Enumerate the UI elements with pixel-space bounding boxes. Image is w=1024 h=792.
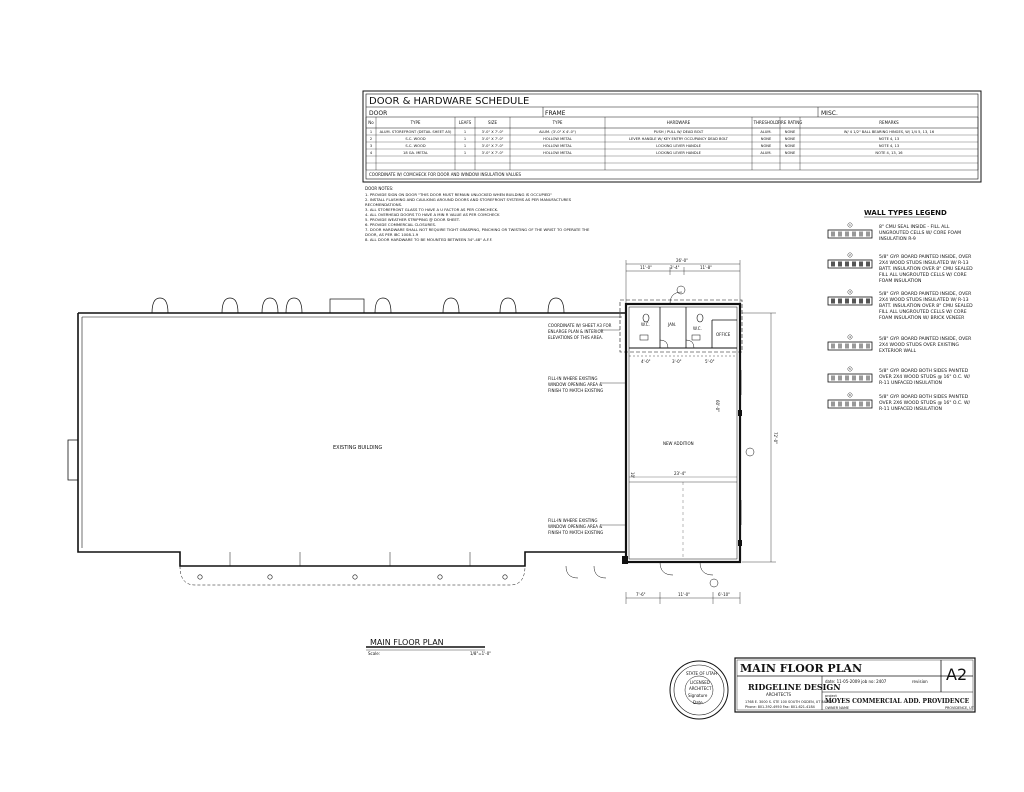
- dim-side-1: 60'-0": [715, 400, 720, 413]
- wall-type-tag-label: 6: [849, 393, 851, 398]
- wall-section-hatch: [838, 402, 842, 407]
- wall-section-hatch: [838, 299, 842, 304]
- schedule-cell: HOLLOW METAL: [543, 151, 572, 155]
- schedule-cell: 3'-0" X 7'-0": [481, 144, 504, 148]
- door-note-line: 3. ALL STOREFRONT GLASS TO HAVE A U FACTOR AS PER COMCHECK.: [365, 207, 499, 212]
- project-city: PROVIDENCE, UT: [945, 706, 974, 710]
- wall-section-hatch: [859, 402, 863, 407]
- schedule-cell: NOTE 4, 13: [878, 144, 900, 148]
- door-note-line: 6. PROVIDE COMMERCIAL CLOSURES.: [365, 222, 437, 227]
- schedule-cell: NONE: [760, 137, 772, 141]
- dim-small-2: 3'-0": [672, 359, 682, 364]
- schedule-cell: W/ 4 1/2" BALL BEARING HINGES, W/ 1/4 5, 13, 16: [843, 130, 935, 134]
- wall-type-tag-label: 3: [849, 290, 851, 295]
- legend-item-line: 5/8" GYP. BOARD PAINTED INSIDE, OVER: [879, 255, 972, 260]
- schedule-cell: 3'-0" X 7'-0": [481, 151, 504, 155]
- schedule-footnote: COORDINATE W/ COMCHECK FOR DOOR AND WINDOW INSULATION VALUES: [369, 172, 522, 177]
- wall-section-hatch: [852, 262, 856, 267]
- dim-right: 72'-0": [773, 432, 778, 445]
- legend-item-line: INSULATION R-9: [879, 237, 916, 242]
- legend-item-line: UNGROUTED CELLS W/ CORE FOAM: [879, 231, 962, 236]
- legend-item-line: 8" CMU SEAL INSIDE - FILL ALL: [879, 225, 950, 230]
- room-label-wc-2: W.C.: [693, 326, 702, 331]
- wall-section-hatch: [831, 402, 835, 407]
- wall-section-hatch: [859, 376, 863, 381]
- wall-section-hatch: [845, 262, 849, 267]
- schedule-cell: 2: [369, 137, 373, 141]
- schedule-cell: 1: [463, 144, 467, 148]
- schedule-cell: 1: [463, 151, 467, 155]
- dim-side-2: 10': [630, 472, 635, 479]
- legend-item-line: OVER 2X6 WOOD STUDS @ 16" O.C. W/: [879, 401, 971, 406]
- schedule-cell: 1: [463, 130, 467, 134]
- note-fill-top-line-2: WINDOW OPENING AREA &: [548, 382, 603, 387]
- schedule-header-cell: LEAFS: [458, 120, 472, 125]
- schedule-cell: HOLLOW METAL: [543, 144, 572, 148]
- schedule-cell: 1: [463, 137, 467, 141]
- dim-small-3: 5'-0": [705, 359, 715, 364]
- schedule-cell: ALUM.: [760, 151, 772, 155]
- note-fill-bottom-line-2: WINDOW OPENING AREA &: [548, 524, 603, 529]
- dim-top-part-1: 11'-0": [640, 265, 653, 270]
- schedule-cell: NONE: [784, 130, 796, 134]
- note-coordinate-line-3: ELEVATIONS OF THIS AREA.: [548, 335, 603, 340]
- wall-section-hatch: [859, 232, 863, 237]
- date-job-label: date: 11-05-2009 job no: 2407: [825, 679, 887, 684]
- note-fill-top-line-1: FILL-IN WHERE EXISTING: [548, 376, 598, 381]
- wall-section-hatch: [852, 376, 856, 381]
- schedule-cell: 18 GA. METAL: [403, 151, 428, 155]
- dim-bottom-1: 7'-6": [636, 592, 646, 597]
- legend-item-line: 2X4 WOOD STUDS INSULATED W/ R-13: [879, 298, 969, 303]
- sheet-number: A2: [946, 665, 968, 684]
- dim-mid: 23'-4": [674, 471, 687, 476]
- existing-building-label: EXISTING BUILDING: [333, 445, 383, 451]
- schedule-cell: S.C. WOOD: [405, 137, 426, 141]
- revision-label: revision: [912, 679, 928, 684]
- note-fill-bottom-line-1: FILL-IN WHERE EXISTING: [548, 518, 598, 523]
- legend-item-line: 5/8" GYP. BOARD PAINTED INSIDE, OVER: [879, 337, 972, 342]
- legend-item-line: FILL ALL UNGROUTED CELLS W/ CORE: [879, 273, 967, 278]
- plan-title-label: MAIN FLOOR PLAN: [370, 638, 444, 647]
- room-label-wc-1: W.C.: [641, 322, 650, 327]
- dim-bottom-3: 6'-10": [718, 592, 731, 597]
- legend-item-line: FOAM INSULATION W/ BRICK VENEER: [879, 316, 965, 321]
- plan-scale-value: 1/8"=1'-0": [470, 651, 492, 656]
- wall-section-hatch: [859, 299, 863, 304]
- door-note-line: DOOR, AS PER IBC 1008.1.9: [365, 232, 419, 237]
- legend-item-line: BATT. INSULATION OVER 8" CMU SEALED: [879, 304, 973, 309]
- wall-type-tag-label: 1: [849, 223, 851, 228]
- legend-item-line: 5/8" GYP. BOARD PAINTED INSIDE, OVER: [879, 292, 972, 297]
- door-note-line: 5. PROVIDE WEATHER STRIPPING @ DOOR SHEET.: [365, 217, 460, 222]
- legend-item-line: EXTERIOR WALL: [879, 349, 917, 354]
- dim-bottom-2: 11'-0": [678, 592, 691, 597]
- schedule-cell: NOTE 4, 13: [878, 137, 900, 141]
- schedule-cell: NONE: [784, 144, 796, 148]
- schedule-header-cell: No: [368, 120, 374, 125]
- schedule-cell: 1: [369, 130, 373, 134]
- wall-section-hatch: [852, 232, 856, 237]
- schedule-section-misc: MISC.: [821, 110, 838, 117]
- wall-section-hatch: [866, 402, 870, 407]
- door-notes-heading: DOOR NOTES:: [365, 186, 394, 191]
- stamp-line-2: LICENSED: [690, 680, 710, 685]
- firm-address: 1768 E. 3000 S. STE 100 SOUTH OGDEN, UT 84403: [745, 700, 833, 704]
- schedule-cell: NONE: [760, 144, 772, 148]
- dim-top-overall: 26'-0": [676, 258, 689, 263]
- wall-type-tag-label: 5: [849, 367, 851, 372]
- wall-section-hatch: [845, 232, 849, 237]
- schedule-cell: LOCKING LEVER HANDLE: [656, 151, 701, 155]
- schedule-cell: 3'-0" X 7'-0": [481, 137, 504, 141]
- wall-section-hatch: [838, 376, 842, 381]
- schedule-header-cell: THRESHOLD: [753, 120, 779, 125]
- schedule-cell: 4: [369, 151, 373, 155]
- legend-item-line: FOAM INSULATION: [879, 279, 922, 284]
- note-fill-bottom-line-3: FINISH TO MATCH EXISTING: [548, 530, 604, 535]
- note-coordinate-line-1: COORDINATE W/ SHEET A3 FOR: [548, 323, 612, 328]
- schedule-cell: PUSH / PULL W/ DEAD BOLT: [653, 130, 704, 134]
- legend-item-line: BATT. INSULATION OVER 8" CMU SEALED: [879, 267, 973, 272]
- schedule-cell: HOLLOW METAL: [543, 137, 572, 141]
- wall-section-hatch: [838, 344, 842, 349]
- wall-section-hatch: [845, 376, 849, 381]
- dim-top-part-2: 3'-4": [670, 265, 680, 270]
- door-note-line: RECOMENDATIONS.: [365, 202, 403, 207]
- schedule-cell: LOCKING LEVER HANDLE: [656, 144, 701, 148]
- schedule-section-frame: FRAME: [545, 110, 566, 117]
- wall-type-tag-label: 4: [849, 335, 851, 340]
- legend-item-line: FILL ALL UNGROUTED CELLS W/ CORE: [879, 310, 967, 315]
- schedule-section-door: DOOR: [369, 110, 388, 117]
- dim-top-part-3: 11'-8": [700, 265, 713, 270]
- plan-scale-label: Scale:: [368, 651, 381, 656]
- new-addition-label: NEW ADDITION: [663, 441, 694, 446]
- wall-section-hatch: [866, 262, 870, 267]
- legend-title: WALL TYPES LEGEND: [864, 209, 947, 217]
- stamp-line-4: Signature: [688, 693, 708, 698]
- wall-section-hatch: [859, 262, 863, 267]
- door-note-line: 4. ALL OVERHEAD DOORS TO HAVE A MIN R VALUE AS PER COMCHECK: [365, 212, 500, 217]
- schedule-cell: 3: [369, 144, 373, 148]
- legend-item-line: 2X4 WOOD STUDS INSULATED W/ R-13: [879, 261, 969, 266]
- note-fill-top-line-3: FINISH TO MATCH EXISTING: [548, 388, 604, 393]
- firm-name: RIDGELINE DESIGN: [748, 682, 841, 692]
- legend-item-line: 2X4 WOOD STUDS OVER EXISTING: [879, 343, 959, 348]
- project-owner: OWNER NAME: [825, 706, 850, 710]
- door-note-line: 8. ALL DOOR HARDWARE TO BE MOUNTED BETWEEN 34"-48" A.F.F.: [365, 237, 493, 242]
- wall-section-hatch: [866, 344, 870, 349]
- schedule-cell: S.C. WOOD: [405, 144, 426, 148]
- wall-section-hatch: [852, 299, 856, 304]
- schedule-header-cell: TYPE: [552, 120, 563, 125]
- schedule-cell: NOTE 4, 13, 16: [875, 151, 903, 155]
- legend-item-line: R-11 UNFACED INSULATION: [879, 407, 942, 412]
- schedule-title: DOOR & HARDWARE SCHEDULE: [369, 96, 530, 107]
- stamp-line-1: STATE OF UTAH: [686, 671, 717, 676]
- wall-section-hatch: [831, 299, 835, 304]
- wall-section-hatch: [845, 344, 849, 349]
- schedule-header-cell: REMARKS: [879, 120, 899, 125]
- room-label-jan: JAN.: [668, 322, 677, 327]
- wall-section-hatch: [831, 344, 835, 349]
- schedule-header-cell: FIRE RATING: [777, 120, 803, 125]
- wall-section-hatch: [838, 262, 842, 267]
- schedule-cell: LEVER HANDLE W/ KEY ENTRY OCCUPANCY DEAD BOLT: [629, 137, 728, 141]
- wall-section-hatch: [866, 232, 870, 237]
- wall-section-hatch: [852, 344, 856, 349]
- project-label: project: [825, 694, 837, 698]
- legend-item-line: R-11 UNFACED INSULATION: [879, 381, 942, 386]
- dim-small-1: 4'-0": [641, 359, 651, 364]
- door-note-line: 2. INSTALL FLASHING AND CAULKING AROUND DOORS AND STOREFRONT SYSTEMS AS PER MANUFACTURES: [365, 197, 572, 202]
- wall-section-hatch: [859, 344, 863, 349]
- wall-type-tag-label: 2: [849, 253, 851, 258]
- schedule-header-cell: SIZE: [488, 120, 497, 125]
- firm-phone: Phone: 801-392-4950 Fax: 801-621-4184: [745, 705, 815, 709]
- wall-section-hatch: [831, 376, 835, 381]
- room-label-office: OFFICE: [716, 332, 731, 337]
- wall-section-hatch: [838, 232, 842, 237]
- stamp-line-3: ARCHITECT: [689, 686, 712, 691]
- note-coordinate-line-2: ENLARGE PLAN & INTERIOR: [548, 329, 604, 334]
- legend-item-line: 5/8" GYP. BOARD BOTH SIDES PAINTED: [879, 369, 969, 374]
- wall-section-hatch: [852, 402, 856, 407]
- sheet-title: MAIN FLOOR PLAN: [740, 662, 863, 675]
- stamp-line-5: Date: [693, 700, 703, 705]
- legend-item-line: 5/8" GYP. BOARD BOTH SIDES PAINTED: [879, 395, 969, 400]
- schedule-header-cell: TYPE: [410, 120, 421, 125]
- wall-section-hatch: [845, 299, 849, 304]
- schedule-cell: ALUM. STOREFRONT (DETAIL SHEET A5): [379, 130, 452, 134]
- wall-section-hatch: [866, 299, 870, 304]
- schedule-header-cell: HARDWARE: [666, 120, 691, 125]
- door-note-line: 1. PROVIDE SIGN ON DOOR "THIS DOOR MUST REMAIN UNLOCKED WHEN BUILDING IS OCCUPIED": [365, 192, 552, 197]
- legend-item-line: OVER 2X4 WOOD STUDS @ 16" O.C. W/: [879, 375, 971, 380]
- schedule-cell: ALUM. (3'-0" X 4'-0"): [539, 130, 576, 134]
- schedule-cell: NONE: [784, 151, 796, 155]
- wall-section-hatch: [831, 262, 835, 267]
- wall-section-hatch: [831, 232, 835, 237]
- wall-section-hatch: [866, 376, 870, 381]
- schedule-cell: 3'-0" X 7'-0": [481, 130, 504, 134]
- wall-section-hatch: [845, 402, 849, 407]
- schedule-cell: ALUM.: [760, 130, 772, 134]
- project-name: MOYES COMMERCIAL ADD. PROVIDENCE: [825, 698, 970, 705]
- schedule-cell: NONE: [784, 137, 796, 141]
- firm-sub: ARCHITECTS: [766, 692, 792, 697]
- door-note-line: 7. DOOR HARDWARE SHALL NOT REQUIRE TIGHT GRASPING, PINCHING OR TWISTING OF THE WRIST TO OPERATE THE: [365, 227, 590, 232]
